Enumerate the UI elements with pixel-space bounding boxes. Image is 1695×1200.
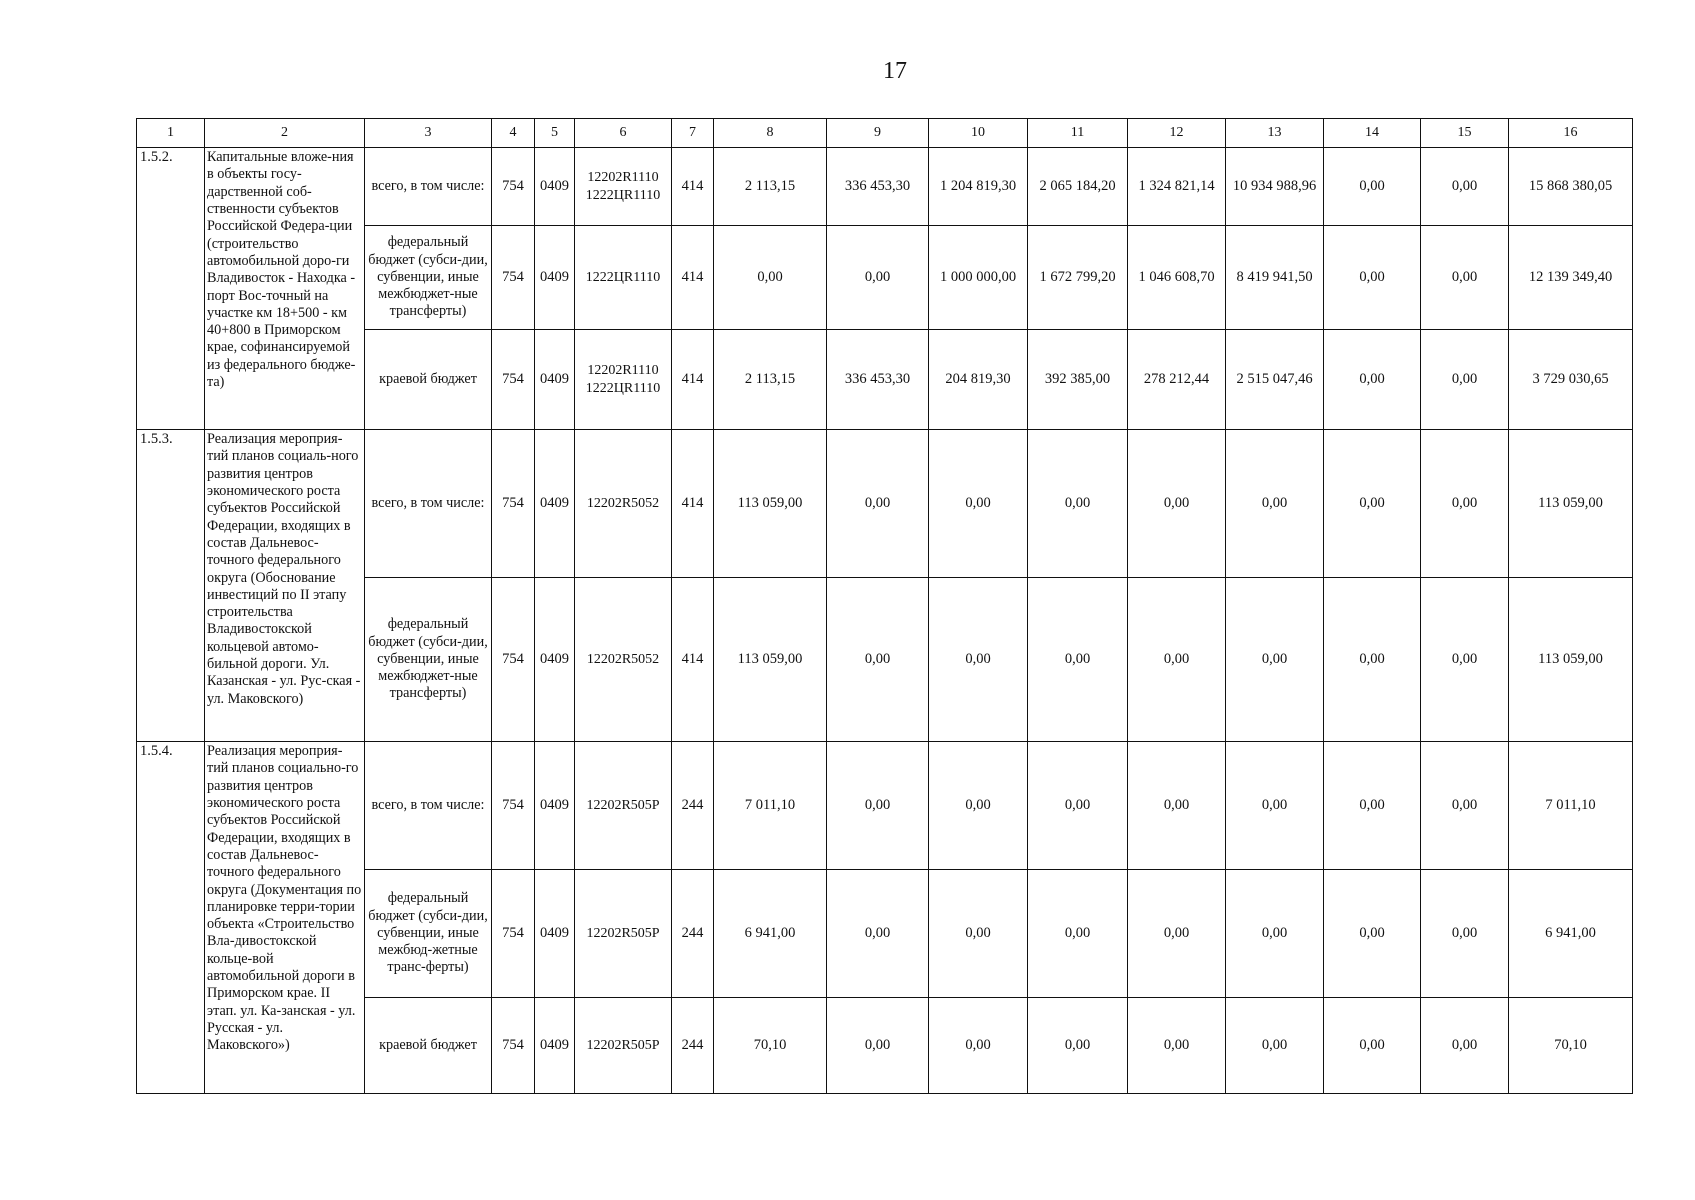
expense-type-code: 244	[672, 742, 714, 870]
target-article-code-line: 12202R505P	[586, 1037, 660, 1053]
ministry-code: 754	[492, 870, 535, 998]
table-row	[137, 742, 1633, 870]
year-amount: 0,00	[1128, 430, 1226, 578]
expense-type-code: 414	[672, 578, 714, 742]
table-row	[137, 148, 1633, 226]
ministry-code: 754	[492, 578, 535, 742]
year-amount: 0,00	[1128, 870, 1226, 998]
ministry-code: 754	[492, 330, 535, 430]
total-amount: 113 059,00	[1509, 578, 1633, 742]
total-amount: 7 011,10	[1509, 742, 1633, 870]
column-header: 7	[672, 119, 714, 148]
item-name: Капитальные вложе-ния в объекты госу-дарственной соб-ственности субъектов Российской Федера-ции (строительство автомобильной доро-ги Владивосток - Находка - порт Вос-точный на участке км 18+500 - км 40+800 в Приморском крае, софинансируемой из федерального бюдже-та)	[205, 148, 365, 430]
section-code: 0409	[535, 330, 575, 430]
year-amount: 1 324 821,14	[1128, 148, 1226, 226]
year-amount: 1 204 819,30	[929, 148, 1028, 226]
ministry-code: 754	[492, 148, 535, 226]
column-header: 11	[1028, 119, 1128, 148]
year-amount: 1 000 000,00	[929, 226, 1028, 330]
year-amount: 0,00	[1324, 870, 1421, 998]
target-article-code-line: 12202R5052	[586, 651, 660, 667]
item-number: 1.5.4.	[137, 742, 205, 1094]
target-article-code	[575, 578, 672, 742]
year-amount: 113 059,00	[714, 430, 827, 578]
year-amount: 0,00	[1324, 578, 1421, 742]
year-amount: 2 113,15	[714, 330, 827, 430]
year-amount: 0,00	[827, 578, 929, 742]
year-amount: 0,00	[1421, 742, 1509, 870]
year-amount: 0,00	[827, 226, 929, 330]
target-article-code	[575, 742, 672, 870]
year-amount: 204 819,30	[929, 330, 1028, 430]
page-number: 17	[883, 58, 907, 84]
target-article-code-line: 12202R1110	[587, 170, 659, 186]
target-article-code-line: 1222ЦR1110	[585, 269, 661, 285]
item-number: 1.5.2.	[137, 148, 205, 430]
year-amount: 6 941,00	[714, 870, 827, 998]
section-code: 0409	[535, 148, 575, 226]
expense-type-code: 244	[672, 998, 714, 1094]
year-amount: 0,00	[929, 742, 1028, 870]
year-amount: 0,00	[1028, 430, 1128, 578]
year-amount: 1 672 799,20	[1028, 226, 1128, 330]
funding-source: всего, в том числе:	[365, 430, 492, 578]
year-amount: 336 453,30	[827, 148, 929, 226]
target-article-code	[575, 870, 672, 998]
year-amount: 392 385,00	[1028, 330, 1128, 430]
year-amount: 0,00	[714, 226, 827, 330]
year-amount: 0,00	[1226, 870, 1324, 998]
expense-type-code: 414	[672, 148, 714, 226]
year-amount: 0,00	[1421, 430, 1509, 578]
column-header: 10	[929, 119, 1028, 148]
total-amount: 12 139 349,40	[1509, 226, 1633, 330]
ministry-code: 754	[492, 998, 535, 1094]
ministry-code: 754	[492, 430, 535, 578]
column-header: 3	[365, 119, 492, 148]
funding-source: федеральный бюджет (субси-дии, субвенции, иные межбюд-жетные транс-ферты)	[365, 870, 492, 998]
year-amount: 0,00	[1128, 998, 1226, 1094]
year-amount: 0,00	[1226, 742, 1324, 870]
column-header: 16	[1509, 119, 1633, 148]
target-article-code-line: 12202R1110	[587, 363, 659, 379]
column-header: 8	[714, 119, 827, 148]
section-code: 0409	[535, 742, 575, 870]
item-name: Реализация мероприя-тий планов социаль-ного развития центров экономического роста субъектов Российской Федерации, входящих в состав Дальневос-точного федерального округа (Обоснование инвестиций по II этапу строительства Владивостокской кольцевой автомо-бильной дороги. Ул. Казанская - ул. Рус-ская - ул. Маковского)	[205, 430, 365, 742]
total-amount: 113 059,00	[1509, 430, 1633, 578]
year-amount: 0,00	[929, 870, 1028, 998]
year-amount: 0,00	[1324, 226, 1421, 330]
year-amount: 7 011,10	[714, 742, 827, 870]
column-header: 6	[575, 119, 672, 148]
year-amount: 0,00	[1324, 742, 1421, 870]
year-amount: 0,00	[929, 430, 1028, 578]
target-article-code-line: 12202R505P	[586, 925, 660, 941]
expense-type-code: 244	[672, 870, 714, 998]
year-amount: 0,00	[1324, 148, 1421, 226]
year-amount: 0,00	[1226, 578, 1324, 742]
target-article-code-line: 12202R5052	[586, 495, 660, 511]
year-amount: 0,00	[1421, 998, 1509, 1094]
year-amount: 0,00	[1028, 998, 1128, 1094]
column-header: 1	[137, 119, 205, 148]
section-code: 0409	[535, 226, 575, 330]
total-amount: 15 868 380,05	[1509, 148, 1633, 226]
column-header: 15	[1421, 119, 1509, 148]
column-header: 14	[1324, 119, 1421, 148]
funding-source: краевой бюджет	[365, 998, 492, 1094]
year-amount: 0,00	[827, 870, 929, 998]
year-amount: 0,00	[1028, 742, 1128, 870]
year-amount: 0,00	[827, 430, 929, 578]
year-amount: 2 515 047,46	[1226, 330, 1324, 430]
column-header: 9	[827, 119, 929, 148]
column-header: 13	[1226, 119, 1324, 148]
section-code: 0409	[535, 578, 575, 742]
column-header: 5	[535, 119, 575, 148]
funding-source: федеральный бюджет (субси-дии, субвенции, иные межбюджет-ные трансферты)	[365, 578, 492, 742]
ministry-code: 754	[492, 226, 535, 330]
year-amount: 278 212,44	[1128, 330, 1226, 430]
table-row	[137, 430, 1633, 578]
year-amount: 0,00	[1226, 430, 1324, 578]
year-amount: 0,00	[1421, 148, 1509, 226]
year-amount: 0,00	[1421, 226, 1509, 330]
funding-source: краевой бюджет	[365, 330, 492, 430]
year-amount: 0,00	[1324, 430, 1421, 578]
year-amount: 0,00	[1421, 330, 1509, 430]
expense-type-code: 414	[672, 226, 714, 330]
expense-type-code: 414	[672, 330, 714, 430]
year-amount: 0,00	[1128, 742, 1226, 870]
total-amount: 70,10	[1509, 998, 1633, 1094]
year-amount: 0,00	[827, 742, 929, 870]
year-amount: 1 046 608,70	[1128, 226, 1226, 330]
year-amount: 113 059,00	[714, 578, 827, 742]
target-article-code-line: 12202R505P	[586, 797, 660, 813]
year-amount: 0,00	[929, 578, 1028, 742]
target-article-code	[575, 998, 672, 1094]
target-article-code	[575, 226, 672, 330]
ministry-code: 754	[492, 742, 535, 870]
column-header: 12	[1128, 119, 1226, 148]
budget-table	[136, 118, 1633, 1094]
funding-source: всего, в том числе:	[365, 148, 492, 226]
funding-source: федеральный бюджет (субси-дии, субвенции, иные межбюджет-ные трансферты)	[365, 226, 492, 330]
total-amount: 3 729 030,65	[1509, 330, 1633, 430]
total-amount: 6 941,00	[1509, 870, 1633, 998]
column-header: 4	[492, 119, 535, 148]
item-name: Реализация мероприя-тий планов социально-го развития центров экономического роста субъектов Российской Федерации, входящих в состав Дальневос-точного федерального округа (Документация по планировке терри-тории объекта «Строительство Вла-дивостокской кольце-вой автомобильной дороги в Приморском крае. II этап. ул. Ка-занская - ул. Русская - ул. Маковского»)	[205, 742, 365, 1094]
year-amount: 0,00	[827, 998, 929, 1094]
year-amount: 0,00	[1324, 998, 1421, 1094]
target-article-code-line: 1222ЦR1110	[585, 187, 661, 203]
column-header: 2	[205, 119, 365, 148]
target-article-code	[575, 430, 672, 578]
item-number: 1.5.3.	[137, 430, 205, 742]
year-amount: 0,00	[929, 998, 1028, 1094]
year-amount: 0,00	[1128, 578, 1226, 742]
target-article-code	[575, 148, 672, 226]
year-amount: 2 113,15	[714, 148, 827, 226]
year-amount: 2 065 184,20	[1028, 148, 1128, 226]
year-amount: 0,00	[1421, 578, 1509, 742]
year-amount: 0,00	[1226, 998, 1324, 1094]
section-code: 0409	[535, 870, 575, 998]
section-code: 0409	[535, 998, 575, 1094]
year-amount: 0,00	[1028, 578, 1128, 742]
section-code: 0409	[535, 430, 575, 578]
year-amount: 10 934 988,96	[1226, 148, 1324, 226]
year-amount: 8 419 941,50	[1226, 226, 1324, 330]
funding-source: всего, в том числе:	[365, 742, 492, 870]
column-header-row	[137, 119, 1633, 148]
table-body	[137, 119, 1633, 1094]
year-amount: 0,00	[1421, 870, 1509, 998]
target-article-code	[575, 330, 672, 430]
year-amount: 70,10	[714, 998, 827, 1094]
expense-type-code: 414	[672, 430, 714, 578]
year-amount: 0,00	[1324, 330, 1421, 430]
target-article-code-line: 1222ЦR1110	[585, 380, 661, 396]
year-amount: 0,00	[1028, 870, 1128, 998]
year-amount: 336 453,30	[827, 330, 929, 430]
